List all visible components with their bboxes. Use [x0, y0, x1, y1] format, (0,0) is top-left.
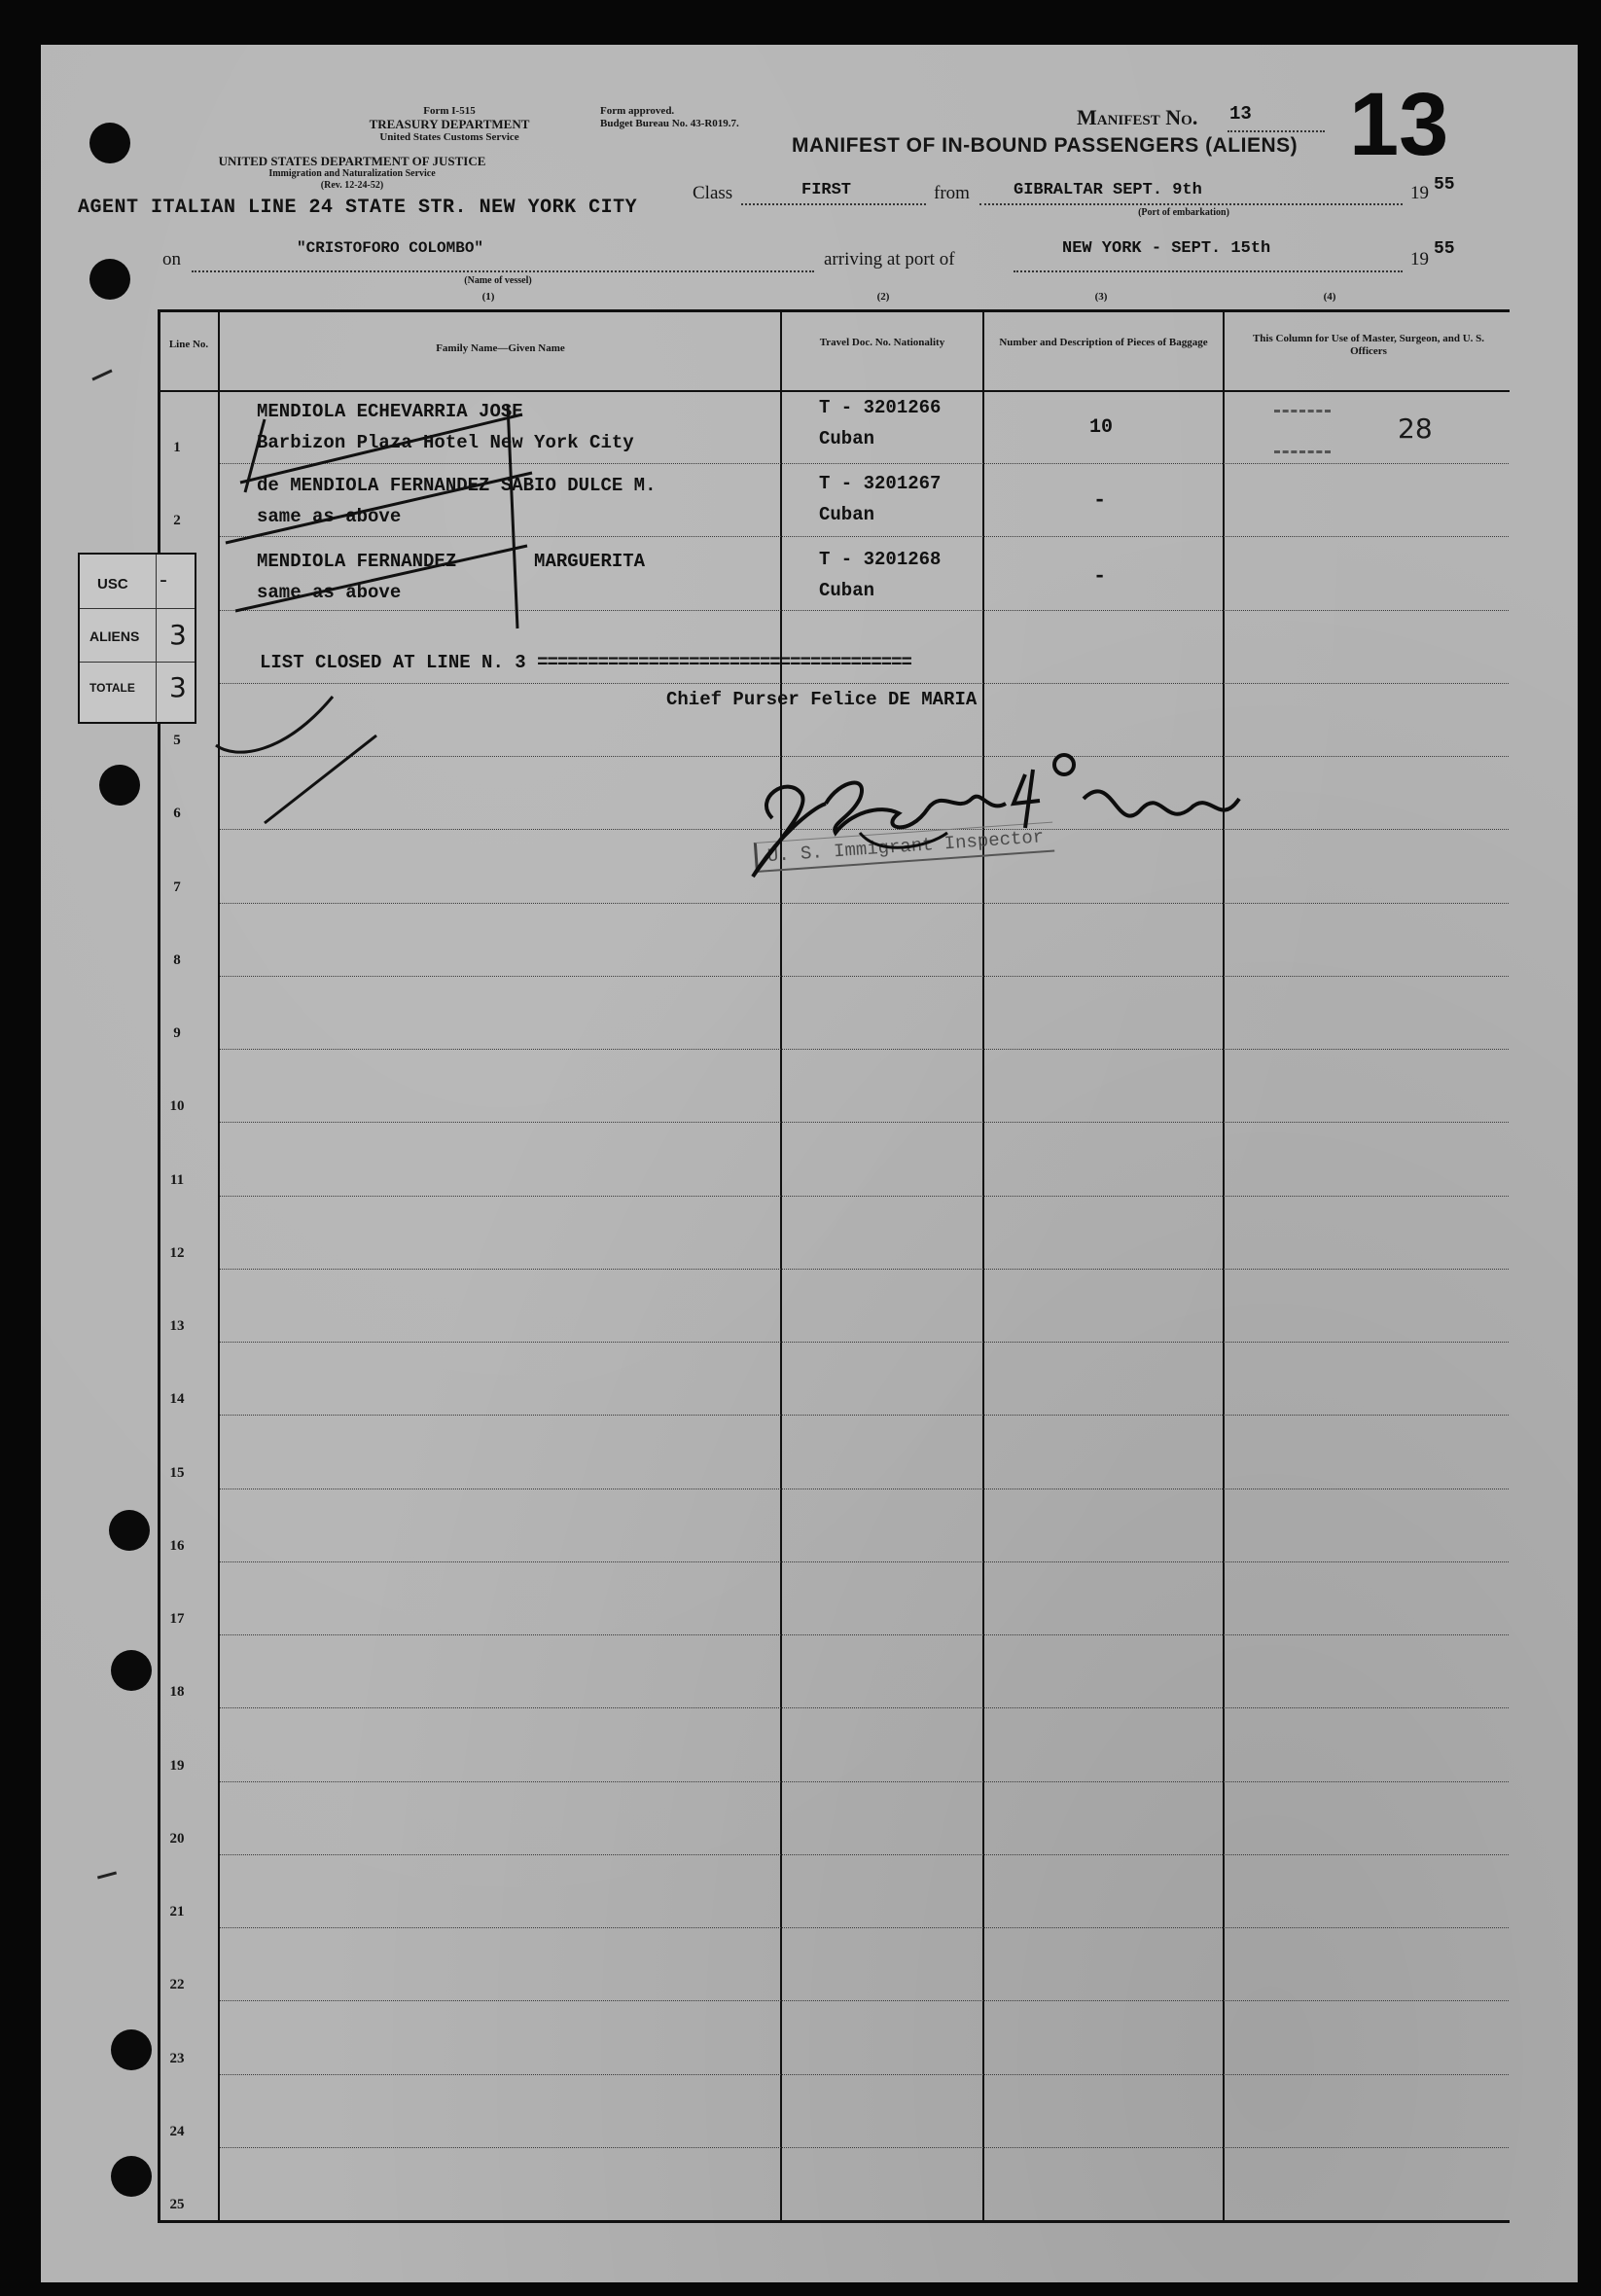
row-rule	[220, 2074, 1509, 2075]
treasury-department: TREASURY DEPARTMENT	[369, 117, 530, 131]
arrival-value: NEW YORK - SEPT. 15th	[1062, 239, 1271, 258]
binder-hole	[111, 2029, 152, 2070]
arrival-year-prefix: 19	[1410, 249, 1429, 269]
embarkation-line	[979, 203, 1403, 205]
row-rule	[220, 2147, 1509, 2148]
row-rule	[220, 1415, 1509, 1416]
row-rule	[220, 1634, 1509, 1635]
department-of-justice: UNITED STATES DEPARTMENT OF JUSTICE	[218, 154, 486, 168]
passenger-1-official: 28	[1398, 413, 1433, 445]
line-number: 15	[169, 1464, 185, 1481]
passenger-2-nationality: Cuban	[819, 504, 875, 525]
class-line	[741, 203, 926, 205]
manifest-number-stamp: 13	[1349, 75, 1449, 174]
column-number-3: (3)	[1094, 291, 1108, 303]
from-label: from	[934, 183, 970, 203]
arrival-year-suffix: 55	[1434, 239, 1455, 259]
manifest-number-label: Manifest No.	[1077, 105, 1198, 129]
passenger-3-address: same as above	[257, 582, 402, 603]
tally-total-label: TOTALE	[89, 681, 135, 695]
line-number: 10	[169, 1098, 185, 1115]
tally-total-value: 3	[169, 671, 187, 703]
binder-hole	[111, 1650, 152, 1691]
embarkation-value: GIBRALTAR SEPT. 9th	[1014, 181, 1202, 199]
margin-mark	[97, 1871, 117, 1879]
form-number: Form I-515	[423, 105, 476, 117]
row-rule	[220, 1049, 1509, 1050]
line-number: 17	[169, 1611, 185, 1628]
embarkation-caption: (Port of embarkation)	[1138, 207, 1229, 218]
column-divider-baggage	[982, 309, 984, 2222]
row-rule	[220, 1269, 1509, 1270]
passenger-2-name: de MENDIOLA FERNANDEZ SABIO DULCE M.	[257, 475, 657, 496]
manifest-sheet	[41, 45, 1578, 2282]
line-number: 12	[169, 1244, 185, 1261]
line-number: 8	[173, 951, 181, 968]
line-number: 9	[173, 1025, 181, 1042]
binder-hole	[109, 1510, 150, 1551]
row-rule	[220, 1196, 1509, 1197]
manifest-title: MANIFEST OF IN-BOUND PASSENGERS (ALIENS)	[792, 134, 1299, 157]
column-number-1: (1)	[481, 291, 495, 303]
immigration-service: Immigration and Naturalization Service	[268, 168, 436, 179]
tally-usc-value: -	[160, 568, 167, 592]
line-number: 7	[173, 879, 181, 895]
tally-usc-label: USC	[97, 576, 128, 592]
tally-column-divider	[156, 555, 157, 722]
column-divider-officers	[1223, 309, 1225, 2222]
inspector-signature	[733, 740, 1307, 896]
passenger-1-nationality: Cuban	[819, 428, 875, 449]
tally-aliens-value: 3	[169, 619, 187, 651]
chief-purser: Chief Purser Felice DE MARIA	[666, 689, 978, 710]
table-bottom-border	[158, 2220, 1510, 2223]
list-closed-dashes: =====================================	[537, 652, 911, 673]
manifest-number-line	[1227, 130, 1325, 132]
passenger-2-baggage: -	[1093, 488, 1107, 513]
line-number: 2	[173, 513, 181, 529]
manifest-number-typed: 13	[1229, 103, 1252, 125]
shipping-agent: AGENT ITALIAN LINE 24 STATE STR. NEW YORK CITY	[78, 197, 638, 219]
passenger-1-doc: T - 3201266	[819, 397, 942, 418]
line-number: 5	[173, 733, 181, 749]
passenger-1-baggage: 10	[1089, 416, 1114, 439]
row-rule	[220, 1927, 1509, 1928]
passenger-1-address: Barbizon Plaza Hotel New York City	[257, 432, 634, 453]
line-number: 14	[169, 1391, 185, 1408]
on-label: on	[162, 249, 181, 269]
row-rule	[220, 1561, 1509, 1562]
row-rule	[220, 1342, 1509, 1343]
binder-hole	[111, 2156, 152, 2197]
class-year-prefix: 19	[1410, 183, 1429, 203]
form-approved: Form approved.	[600, 105, 675, 117]
row-rule	[220, 903, 1509, 904]
line-number: 18	[169, 1684, 185, 1701]
passenger-3-doc: T - 3201268	[819, 549, 942, 570]
class-label: Class	[693, 183, 733, 203]
passenger-2-address: same as above	[257, 506, 402, 527]
passenger-3-name: MENDIOLA FERNANDEZ MARGUERITA	[257, 551, 646, 572]
line-number: 21	[169, 1904, 185, 1920]
line-number: 11	[169, 1171, 185, 1188]
class-value: FIRST	[801, 181, 852, 199]
binder-hole	[89, 259, 130, 300]
vessel-name: "CRISTOFORO COLOMBO"	[297, 239, 484, 257]
list-closed-text: LIST CLOSED AT LINE N. 3	[260, 652, 526, 673]
vessel-line	[192, 270, 814, 272]
line-number: 22	[169, 1977, 185, 1993]
tally-aliens-label: ALIENS	[89, 628, 140, 644]
header-family-name: Family Name—Given Name	[436, 342, 565, 354]
binder-hole	[89, 123, 130, 163]
passenger-3-baggage: -	[1093, 564, 1107, 589]
tally-divider	[80, 662, 195, 663]
line-number: 23	[169, 2050, 185, 2066]
header-travel-doc: Travel Doc. No. Nationality	[819, 337, 945, 348]
class-year-suffix: 55	[1434, 175, 1455, 195]
budget-bureau: Budget Bureau No. 43-R019.7.	[600, 118, 739, 129]
tally-box	[78, 553, 196, 724]
tally-divider	[80, 608, 195, 609]
header-baggage: Number and Description of Pieces of Baggage	[999, 337, 1208, 348]
inspector-stamp-text: U. S. Immigrant Inspector	[766, 826, 1045, 868]
row-rule	[220, 2000, 1509, 2001]
form-revision: (Rev. 12-24-52)	[320, 180, 384, 191]
line-number: 1	[173, 440, 181, 456]
official-mark-top	[1274, 410, 1331, 417]
customs-service: United States Customs Service	[379, 131, 519, 143]
line-number: 13	[169, 1318, 185, 1335]
line-number: 16	[169, 1537, 185, 1554]
column-divider-doc	[780, 309, 782, 2222]
line-number: 19	[169, 1757, 185, 1774]
row-rule	[220, 976, 1509, 977]
line-number: 24	[169, 2123, 185, 2139]
header-line-no: Line No.	[168, 339, 209, 350]
row-rule	[220, 1854, 1509, 1855]
table-top-border	[158, 309, 1510, 312]
passenger-3-nationality: Cuban	[819, 580, 875, 601]
row-rule	[220, 1122, 1509, 1123]
row-rule	[220, 1707, 1509, 1708]
vessel-caption: (Name of vessel)	[464, 275, 532, 286]
passenger-2-doc: T - 3201267	[819, 473, 942, 494]
arrival-line	[1014, 270, 1403, 272]
line-number: 25	[169, 2197, 185, 2212]
line-number: 20	[169, 1830, 185, 1847]
column-number-4: (4)	[1323, 291, 1336, 303]
official-mark-bottom	[1274, 450, 1331, 458]
header-officers: This Column for Use of Master, Surgeon, and U. S. Officers	[1252, 333, 1485, 357]
line-number: 6	[173, 806, 181, 822]
arriving-label: arriving at port of	[824, 249, 955, 269]
column-number-2: (2)	[876, 291, 890, 303]
row-rule	[220, 1781, 1509, 1782]
passenger-1-name: MENDIOLA ECHEVARRIA JOSE	[257, 401, 523, 422]
